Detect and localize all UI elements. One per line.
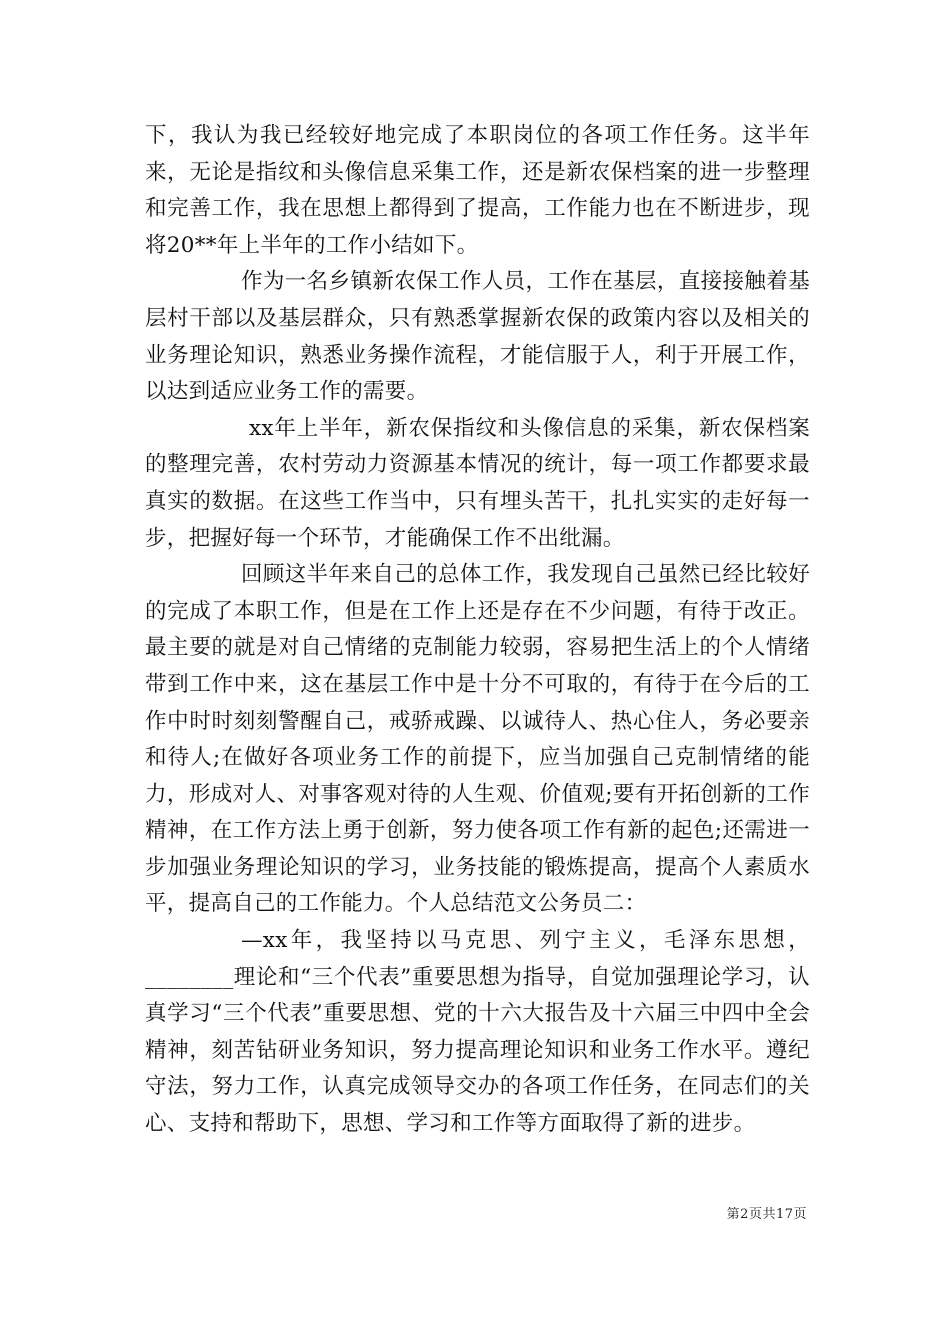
paragraph-1: 下，我认为我已经较好地完成了本职岗位的各项工作任务。这半年来，无论是指纹和头像信息采集工作，还是新农保档案的进一步整理和完善工作，我在思想上都得到了提高，工作能力也在不断进步，现将20**年上半年的工作小结如下。 (145, 123, 810, 258)
page-number-footer: 第2页共17页 (726, 1207, 807, 1222)
document-body (145, 118, 810, 1143)
paragraph-2: 作为一名乡镇新农保工作人员，工作在基层，直接接触着基层村干部以及基层群众，只有熟悉掌握新农保的政策内容以及相关的业务理论知识，熟悉业务操作流程，才能信服于人，利于开展工作，以达到适应业务工作的需要。 (145, 269, 810, 405)
paragraph-4: 回顾这半年来自己的总体工作，我发现自己虽然已经比较好的完成了本职工作，但是在工作上还是存在不少问题，有待于改正。最主要的就是对自己情绪的克制能力较弱，容易把生活上的个人情绪带到工作中来，这在基层工作中是十分不可取的，有待于在今后的工作中时时刻刻警醒自己，戒骄戒躁、以诚待人、热心住人，务必要亲和待人;在做好各项业务工作的前提下，应当加强自己克制情绪的能力，形成对人、对事客观对待的人生观、价值观;要有开拓创新的工作精神，在工作方法上勇于创新，努力使各项工作有新的起色;还需进一步加强业务理论知识的学习，业务技能的锻炼提高，提高个人素质水平，提高自己的工作能力。个人总结范文公务员二： (145, 562, 810, 917)
paragraph-5: —xx年，我坚持以马克思、列宁主义，毛泽东思想，________理论和“三个代表”重要思想为指导，自觉加强理论学习，认真学习“三个代表”重要思想、党的十六大报告及十六届三中四中全会精神，刻苦钻研业务知识，努力提高理论知识和业务工作水平。遵纪守法，努力工作，认真完成领导交办的各项工作任务，在同志们的关心、支持和帮助下，思想、学习和工作等方面取得了新的进步。 (145, 928, 810, 1137)
paragraph-3: xx年上半年，新农保指纹和头像信息的采集，新农保档案的整理完善，农村劳动力资源基本情况的统计，每一项工作都要求最真实的数据。在这些工作当中，只有埋头苦干，扎扎实实的走好每一步，把握好每一个环节，才能确保工作不出纰漏。 (145, 415, 810, 551)
